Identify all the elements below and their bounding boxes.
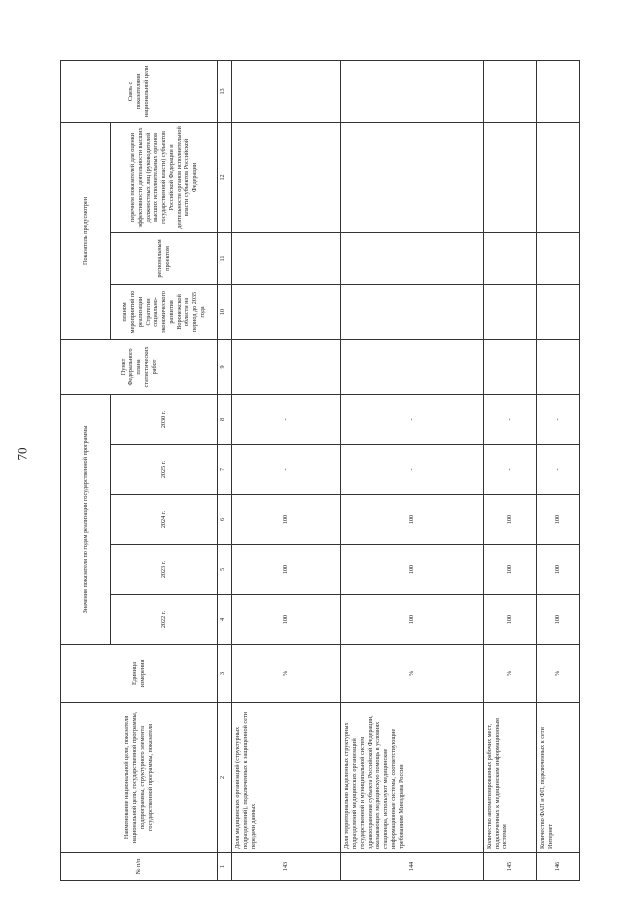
row-name: Количество ФАП и ФП, подключенных к сети Интернет: [537, 703, 580, 853]
row-value-2030: -: [483, 394, 536, 444]
index-cell: 9: [217, 339, 231, 394]
row-empty-cell: [232, 339, 341, 394]
row-empty-cell: [537, 122, 580, 232]
index-cell: 8: [217, 394, 231, 444]
row-value-2025: -: [232, 445, 341, 495]
row-value-2023: 100: [483, 545, 536, 595]
row-empty-cell: [232, 232, 341, 284]
row-unit: %: [483, 645, 536, 703]
header-unit: Единица измерения: [61, 645, 218, 703]
row-empty-cell: [232, 122, 341, 232]
indicators-table: [60, 60, 580, 881]
row-unit: %: [537, 645, 580, 703]
row-empty-cell: [341, 339, 483, 394]
page-number: 70: [14, 447, 30, 461]
rotated-table-container: [60, 61, 580, 881]
header-link: Связь с показателями национальной цели: [61, 60, 218, 122]
row-empty-cell: [483, 60, 536, 122]
index-cell: 13: [217, 60, 231, 122]
row-value-2025: -: [341, 445, 483, 495]
row-empty-cell: [483, 232, 536, 284]
row-value-2022: 100: [537, 595, 580, 645]
header-year-2025: 2025 г.: [110, 445, 217, 495]
row-unit: %: [232, 645, 341, 703]
header-provided-group: Показатель предусмотрен: [61, 122, 111, 339]
row-value-2024: 100: [483, 495, 536, 545]
header-regional: региональным проектом: [110, 232, 217, 284]
header-year-2024: 2024 г.: [110, 495, 217, 545]
index-cell: 6: [217, 495, 231, 545]
row-value-2030: -: [537, 394, 580, 444]
row-value-2023: 100: [232, 545, 341, 595]
header-strategy: планом мероприятий по реализации Стратегии социально-экономического развития Воронежской области на период до 2035 года: [110, 284, 217, 339]
row-empty-cell: [341, 232, 483, 284]
row-no: 146: [537, 853, 580, 881]
header-list: перечнем показателей для оценки эффективности деятельности высших должностных лиц (руководителей высших исполнительных органов государственной власти) субъектов Российской Федерации и деятельности органов исполнительной власти субъектов Российской Федерации: [110, 122, 217, 232]
header-fed-plan: Пункт Федерального плана статистических работ: [61, 339, 218, 394]
row-empty-cell: [537, 339, 580, 394]
table-row: [483, 60, 536, 880]
row-empty-cell: [537, 60, 580, 122]
row-unit: %: [341, 645, 483, 703]
header-year-2030: 2030 г.: [110, 394, 217, 444]
index-cell: 4: [217, 595, 231, 645]
header-values-group: Значения показателя по годам реализации государственной программы: [61, 394, 111, 644]
row-name: Доля территориально выделенных структурных подразделений медицинских организаций государственной и муниципальной систем здравоохранения субъекта Российской Федерации, оказывающих медицинскую помощь в условиях стационара, используют медицинские информационные системы, соответствующие требованиям Минздрава России: [341, 703, 483, 853]
row-value-2022: 100: [341, 595, 483, 645]
row-value-2023: 100: [537, 545, 580, 595]
index-cell: 7: [217, 445, 231, 495]
table-row: [232, 60, 341, 880]
row-empty-cell: [232, 60, 341, 122]
row-name: Количество автоматизированных рабочих мест, подключенных к медицинским информационным системам: [483, 703, 536, 853]
row-empty-cell: [537, 232, 580, 284]
row-empty-cell: [537, 284, 580, 339]
row-value-2024: 100: [232, 495, 341, 545]
index-row: [217, 60, 231, 880]
index-cell: 12: [217, 122, 231, 232]
row-value-2023: 100: [341, 545, 483, 595]
row-empty-cell: [341, 60, 483, 122]
header-year-2023: 2023 г.: [110, 545, 217, 595]
table-row: [341, 60, 483, 880]
row-value-2025: -: [537, 445, 580, 495]
index-cell: 11: [217, 232, 231, 284]
header-no: № п/п: [61, 853, 218, 881]
table-row: [537, 60, 580, 880]
row-no: 145: [483, 853, 536, 881]
row-empty-cell: [232, 284, 341, 339]
row-value-2022: 100: [232, 595, 341, 645]
row-empty-cell: [483, 122, 536, 232]
header-year-2022: 2022 г.: [110, 595, 217, 645]
row-empty-cell: [483, 339, 536, 394]
index-cell: 1: [217, 853, 231, 881]
row-no: 144: [341, 853, 483, 881]
row-no: 143: [232, 853, 341, 881]
row-value-2030: -: [341, 394, 483, 444]
row-value-2030: -: [232, 394, 341, 444]
row-value-2024: 100: [341, 495, 483, 545]
row-value-2024: 100: [537, 495, 580, 545]
index-cell: 2: [217, 703, 231, 853]
index-cell: 3: [217, 645, 231, 703]
index-cell: 10: [217, 284, 231, 339]
row-name: Доля медицинских организаций (структурных подразделений), подключенных к защищенной сети передачи данных: [232, 703, 341, 853]
row-value-2022: 100: [483, 595, 536, 645]
row-empty-cell: [483, 284, 536, 339]
row-value-2025: -: [483, 445, 536, 495]
row-empty-cell: [341, 122, 483, 232]
index-cell: 5: [217, 545, 231, 595]
header-name: Наименование национальной цели, показателя национальной цели, государственной программы, подпрограммы, структурного элемента государственной программы, показателя: [61, 703, 218, 853]
row-empty-cell: [341, 284, 483, 339]
